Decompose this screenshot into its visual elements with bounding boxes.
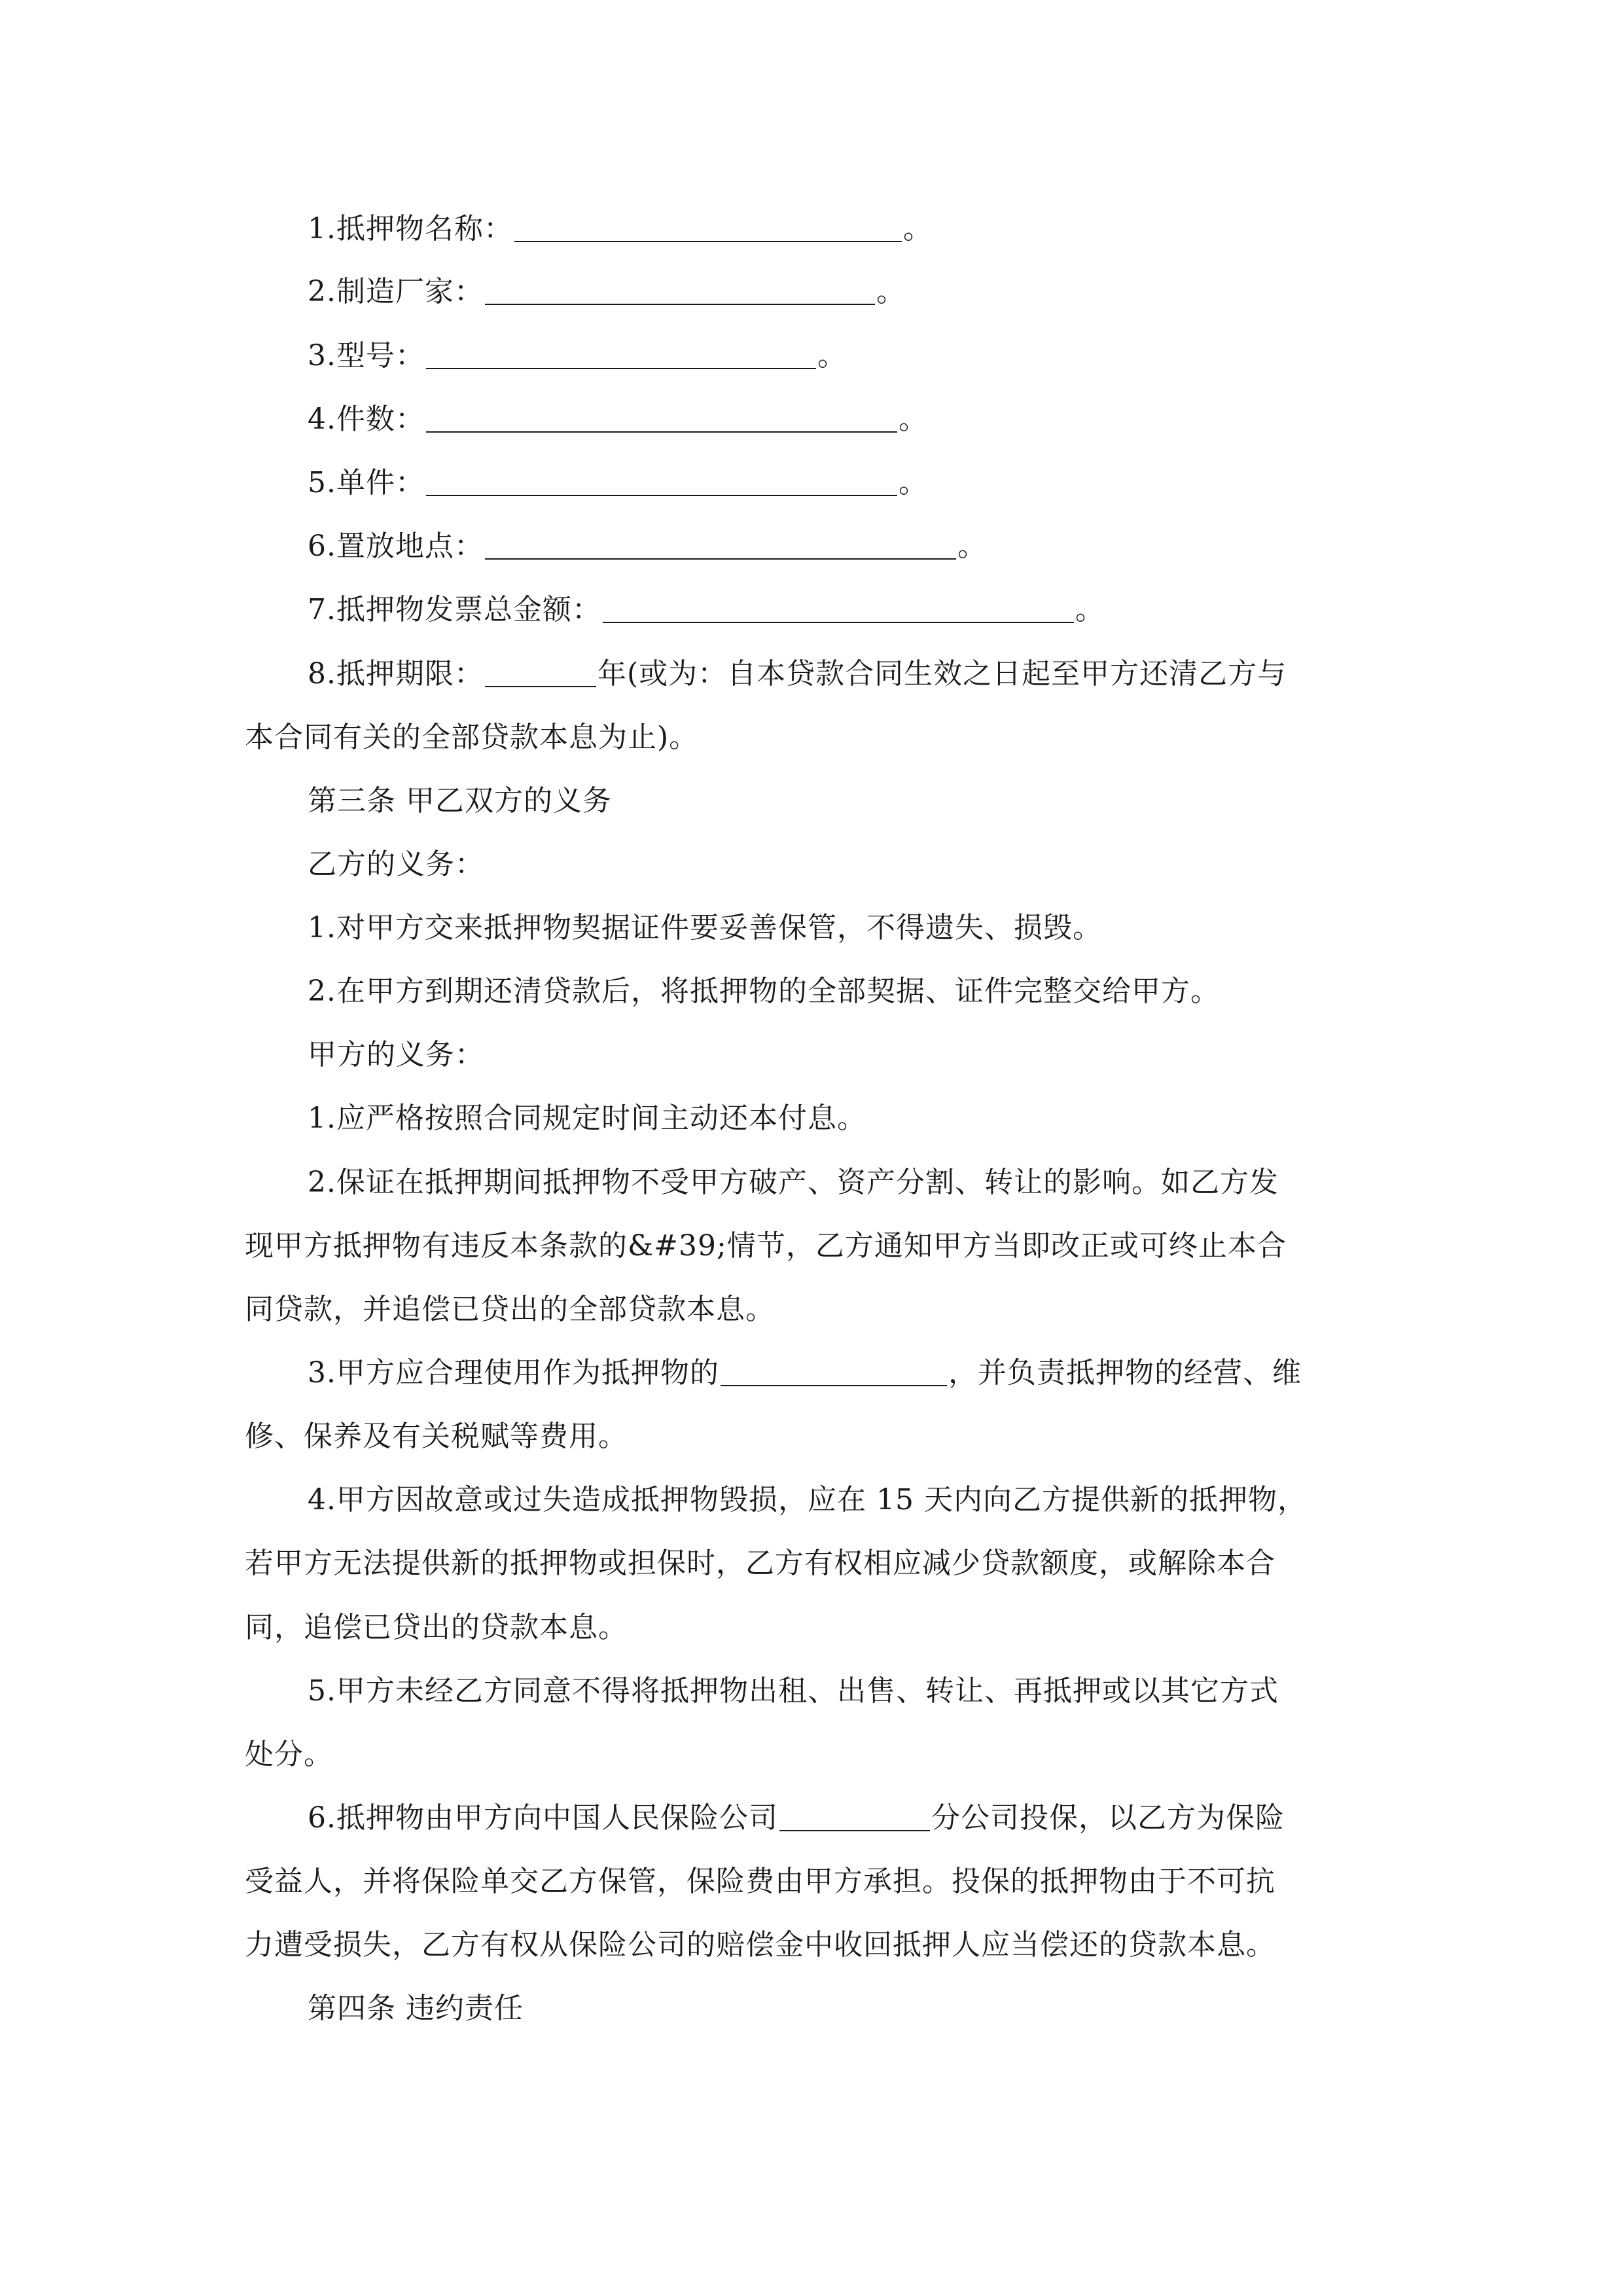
party-b-duty-1: 1.对甲方交来抵押物契据证件要妥善保管，不得遗失、损毁。 bbox=[308, 911, 1102, 944]
party-b-heading: 乙方的义务： bbox=[308, 848, 484, 881]
item-label: 5.单件： bbox=[308, 466, 425, 499]
fill-in-blank[interactable] bbox=[485, 275, 875, 305]
item-5: 5.单件： 。 bbox=[308, 466, 928, 499]
fill-in-blank[interactable] bbox=[426, 403, 897, 433]
party-a-duty-2-line-1: 2.保证在抵押期间抵押物不受甲方破产、资产分割、转让的影响。如乙方发 bbox=[308, 1166, 1279, 1199]
item-7: 7.抵押物发票总金额： 。 bbox=[308, 593, 1105, 626]
item-label: 8.抵押期限： bbox=[308, 657, 484, 691]
item-4: 4.件数： 。 bbox=[308, 403, 928, 436]
party-a-duty-6-line-3: 力遭受损失，乙方有权从保险公司的赔偿金中收回抵押人应当偿还的贷款本息。 bbox=[245, 1928, 1275, 1962]
fill-in-blank[interactable] bbox=[721, 1356, 947, 1386]
item-8-continued: 本合同有关的全部贷款本息为止)。 bbox=[245, 721, 699, 754]
article-3-title: 第三条 甲乙双方的义务 bbox=[308, 784, 612, 817]
fill-in-blank[interactable] bbox=[485, 529, 956, 560]
party-b-duty-2: 2.在甲方到期还清贷款后，将抵押物的全部契据、证件完整交给甲方。 bbox=[308, 975, 1220, 1008]
party-a-duty-4-line-1: 4.甲方因故意或过失造成抵押物毁损，应在 15 天内向乙方提供新的抵押物， bbox=[308, 1483, 1307, 1516]
item-label: 3.型号： bbox=[308, 339, 425, 372]
party-a-duty-4-line-3: 同，追偿已贷出的贷款本息。 bbox=[245, 1611, 628, 1644]
item-1: 1.抵押物名称： 。 bbox=[308, 212, 933, 245]
item-6: 6.置放地点： 。 bbox=[308, 529, 987, 563]
party-a-duty-5-line-1: 5.甲方未经乙方同意不得将抵押物出租、出售、转让、再抵押或以其它方式 bbox=[308, 1674, 1279, 1708]
item-8: 8.抵押期限： 年(或为：自本贷款合同生效之日起至甲方还清乙方与 bbox=[308, 657, 1287, 691]
item-2: 2.制造厂家： 。 bbox=[308, 275, 906, 308]
party-a-duty-2-line-2: 现甲方抵押物有违反本条款的&#39;情节，乙方通知甲方当即改正或可终止本合 bbox=[245, 1229, 1287, 1263]
fill-in-blank[interactable] bbox=[603, 593, 1074, 623]
fill-in-blank[interactable] bbox=[485, 657, 596, 687]
item-3: 3.型号： 。 bbox=[308, 339, 847, 372]
party-a-duty-3-line-1: 3.甲方应合理使用作为抵押物的 ，并负责抵押物的经营、维 bbox=[308, 1356, 1302, 1390]
party-a-duty-6-line-2: 受益人，并将保险单交乙方保管，保险费由甲方承担。投保的抵押物由于不可抗 bbox=[245, 1865, 1275, 1898]
party-a-heading: 甲方的义务： bbox=[308, 1038, 484, 1071]
party-a-duty-5-line-2: 处分。 bbox=[245, 1738, 333, 1771]
article-4-title: 第四条 违约责任 bbox=[308, 1992, 524, 2025]
fill-in-blank[interactable] bbox=[779, 1801, 930, 1831]
item-label: 4.件数： bbox=[308, 403, 425, 436]
party-a-duty-1: 1.应严格按照合同规定时间主动还本付息。 bbox=[308, 1102, 866, 1135]
item-label: 1.抵押物名称： bbox=[308, 212, 513, 245]
fill-in-blank[interactable] bbox=[426, 339, 816, 369]
party-a-duty-3-line-2: 修、保养及有关税赋等费用。 bbox=[245, 1420, 628, 1453]
party-a-duty-6-line-1: 6.抵押物由甲方向中国人民保险公司 分公司投保，以乙方为保险 bbox=[308, 1801, 1285, 1835]
fill-in-blank[interactable] bbox=[426, 466, 897, 496]
party-a-duty-2-line-3: 同贷款，并追偿已贷出的全部贷款本息。 bbox=[245, 1293, 775, 1326]
item-label: 7.抵押物发票总金额： bbox=[308, 593, 601, 626]
fill-in-blank[interactable] bbox=[514, 212, 902, 242]
party-a-duty-4-line-2: 若甲方无法提供新的抵押物或担保时，乙方有权相应减少贷款额度，或解除本合 bbox=[245, 1547, 1275, 1580]
item-label: 2.制造厂家： bbox=[308, 275, 484, 308]
item-label: 6.置放地点： bbox=[308, 529, 484, 563]
